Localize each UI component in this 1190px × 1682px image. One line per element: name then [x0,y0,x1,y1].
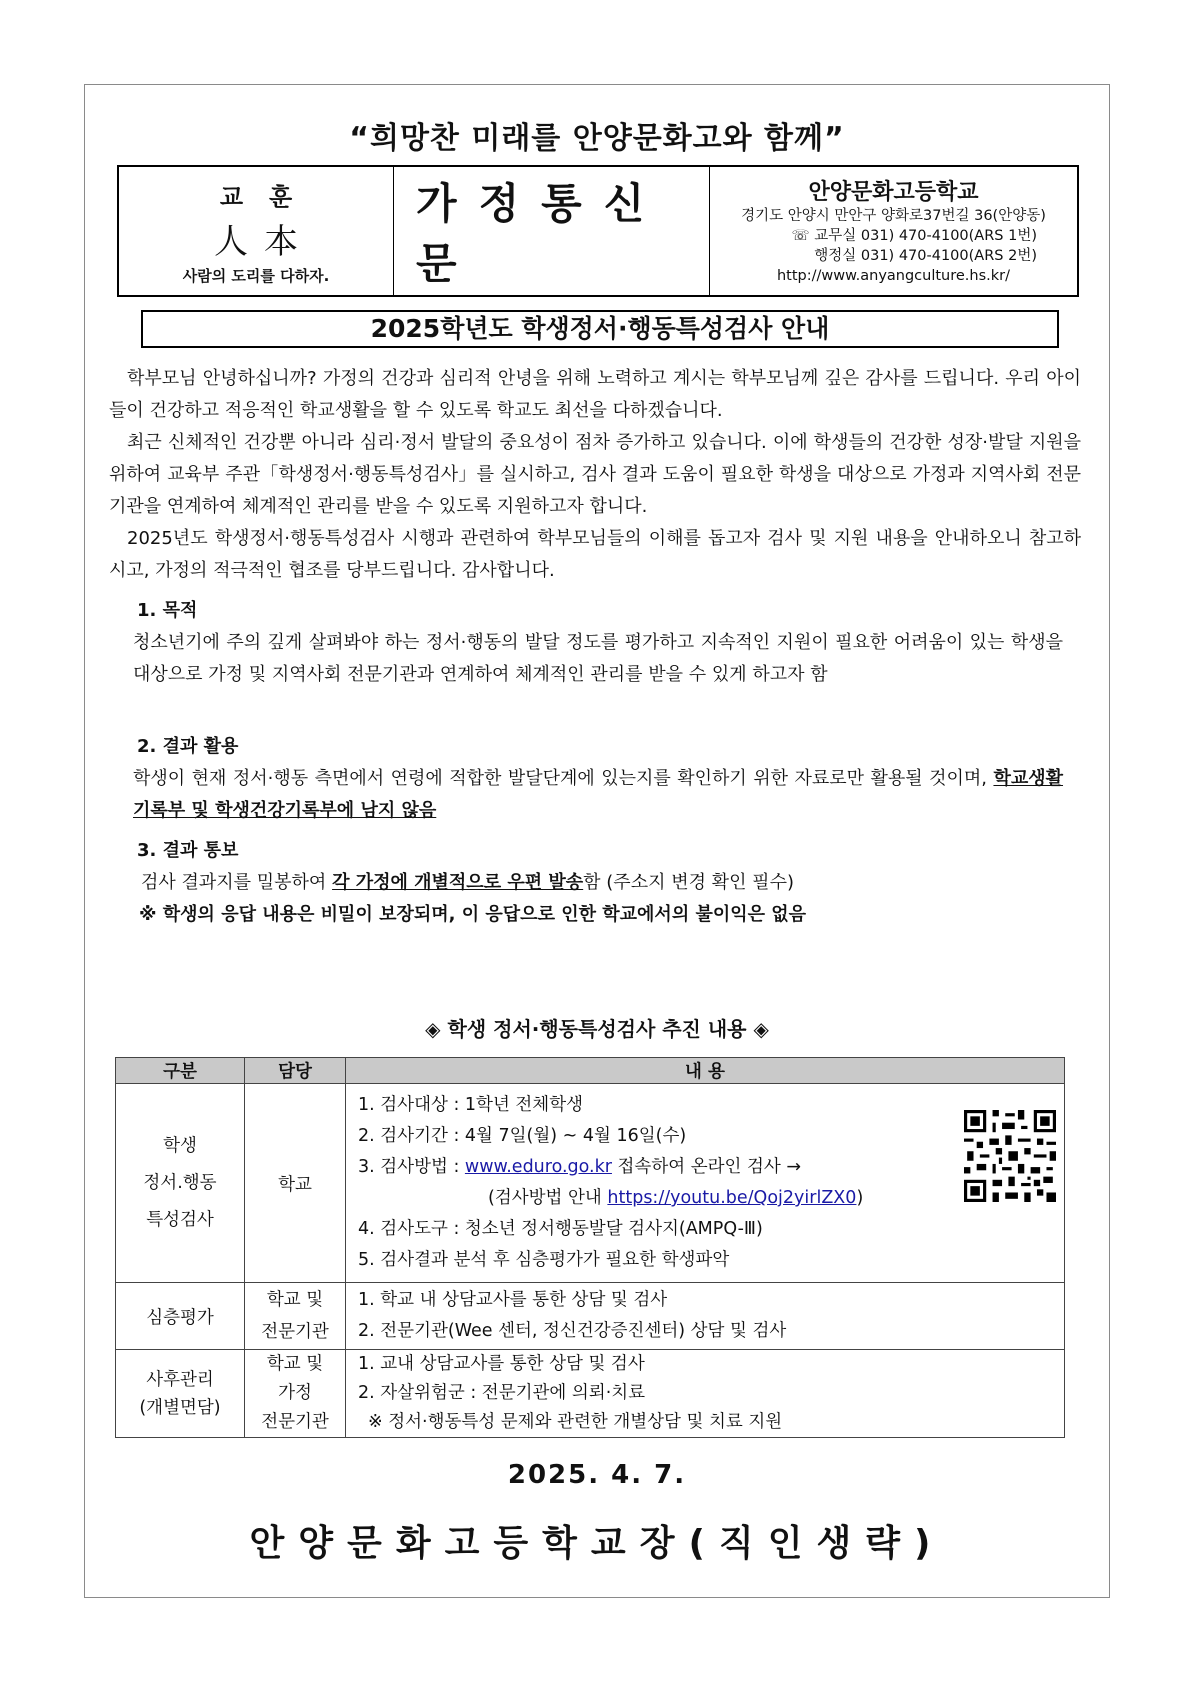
table-row [116,1283,1065,1350]
purpose-body: 청소년기에 주의 깊게 살펴봐야 하는 정서·행동의 발달 정도를 평가하고 지속적인 지원이 필요한 어려움이 있는 학생을 대상으로 가정 및 지역사회 전문기관과 연계하여 체계적인 관리를 받을 수 있게 하고자 함 [133,632,1063,685]
list-item: 2. 전문기관(Wee 센터, 정신건강증진센터) 상담 및 검사 [358,1321,787,1341]
list-item: 4. 검사도구 : 청소년 정서행동발달 검사지(AMPQ-Ⅲ) [358,1219,763,1239]
result-use-body [133,763,1063,827]
school-address: 경기도 안양시 만안구 양화로37번길 36(안양동) [741,208,1046,224]
intro-paragraph-1: 학부모님 안녕하십니까? 가정의 건강과 심리적 안녕을 위해 노력하고 계시는 학부모님께 깊은 감사를 드립니다. 우리 아이들이 건강하고 적응적인 학교생활을 할 수 있도록 학교도 최선을 다하겠습니다. [109,368,1081,421]
row3-content-list [346,1350,1064,1437]
row3-owner-line: 학교 및 [266,1354,324,1374]
list-item: 1. 검사대상 : 1학년 전체학생 [358,1095,584,1115]
newsletter-title: 가정통신문 [416,179,667,288]
row2-owner-line: 전문기관 [261,1322,329,1342]
list-item: 1. 교내 상담교사를 통한 상담 및 검사 [358,1354,645,1374]
row3-owner-line: 전문기관 [261,1412,329,1432]
row1-category [116,1084,245,1283]
row3-category-line: (개별면담) [139,1397,221,1418]
list-item: ※ 정서·행동특성 문제와 관련한 개별상담 및 치료 지원 [368,1412,783,1432]
list-item [358,1183,1052,1214]
intro-text [109,363,1081,587]
notice-emphasis: 각 가정에 개별적으로 우편 발송 [332,872,584,893]
result-use-text: 학생이 현재 정서·행동 측면에서 연령에 적합한 발달단계에 있는지를 확인하기 위한 자료로만 활용될 것이며, [133,768,987,789]
row3-category-line: 사후관리 [146,1369,214,1390]
issue-date: 2025. 4. 7. [507,1460,687,1490]
document-title: 2025학년도 학생정서·행동특성검사 안내 [141,310,1059,348]
item3b-close: ) [856,1188,864,1208]
letterhead [117,165,1079,297]
section-result-notice [133,835,1063,931]
school-website[interactable]: http://www.anyangculture.hs.kr/ [776,268,1011,284]
row3-owner-line: 가정 [278,1383,312,1403]
list-item: 1. 학교 내 상담교사를 통한 상담 및 검사 [358,1290,668,1310]
section-result-use [133,731,1063,827]
header-owner: 담당 [245,1058,346,1084]
motto-description: 사람의 도리를 다하자. [182,267,330,285]
list-item [358,1152,1052,1183]
page-frame [84,84,1110,1598]
result-notice-heading: 3. 결과 통보 [137,840,239,861]
result-use-heading: 2. 결과 활용 [137,736,239,757]
row1-category-line: 정서.행동 [143,1172,217,1193]
row1-owner: 학교 [245,1084,346,1283]
youtube-link[interactable]: https://youtu.be/Qoj2yirlZX0 [607,1188,857,1208]
school-name: 안양문화고등학교 [808,180,979,205]
list-item: 2. 자살위험군 : 전문기관에 의뢰·치료 [358,1383,646,1403]
principal-signature: 안양문화고등학교장(직인생략) [249,1523,945,1564]
header-content: 내 용 [346,1058,1065,1084]
table-title: ◈ 학생 정서·행동특성검사 추진 내용 ◈ [425,1017,769,1041]
row2-owner-line: 학교 및 [266,1290,324,1310]
row1-category-line: 특성검사 [146,1209,214,1230]
row1-content [346,1084,1065,1283]
school-motto-cell [119,167,393,295]
item3-text: 접속하여 온라인 검사 → [611,1157,802,1177]
row2-content [346,1283,1065,1350]
intro-paragraph-3: 2025년도 학생정서·행동특성검사 시행과 관련하여 학부모님들의 이해를 돕고자 검사 및 지원 내용을 안내하오니 참고하시고, 가정의 적극적인 협조를 당부드립니다. 감사합니다. [109,528,1081,581]
row1-category-line: 학생 [163,1135,197,1156]
header-category: 구분 [116,1058,245,1084]
purpose-heading: 1. 목적 [137,600,198,621]
row3-owner [245,1350,346,1438]
notice-text-post: 함 (주소지 변경 확인 필수) [583,872,794,893]
list-item: 5. 검사결과 분석 후 심층평가가 필요한 학생파악 [358,1250,730,1270]
phone-admin: 행정실 031) 470-4100(ARS 2번) [814,248,1037,264]
table-header-row [116,1058,1065,1084]
row3-category [116,1350,245,1438]
motto-hanja: 人本 [214,222,314,262]
row2-category: 심층평가 [116,1283,245,1350]
plan-table [115,1057,1065,1438]
intro-paragraph-2: 최근 신체적인 건강뿐 아니라 심리·정서 발달의 중요성이 점차 증가하고 있습니다. 이에 학생들의 건강한 성장·발달 지원을 위하여 교육부 주관「학생정서·행동특성검사」를 실시하고, 검사 결과 도움이 필요한 학생을 대상으로 가정과 지역사회 전문기관을 연계하여 체계적인 관리를 받을 수 있도록 지원하고자 합니다. [109,432,1081,517]
notice-text-pre: 검사 결과지를 밀봉하여 [141,872,327,893]
result-notice-body [133,867,1063,899]
confidentiality-note: ※ 학생의 응답 내용은 비밀이 보장되며, 이 응답으로 인한 학교에서의 불이익은 없음 [139,904,807,925]
eduro-link[interactable]: www.eduro.go.kr [464,1157,612,1177]
result-use-emphasis: 학교생활기록부 및 학생건강기록부에 남지 않음 [133,768,1064,821]
row3-content [346,1350,1065,1438]
item3b-label: (검사방법 안내 [488,1188,608,1208]
item3-label: 3. 검사방법 : [358,1157,465,1177]
section-purpose [133,595,1063,691]
motto-label: 교훈 [219,183,319,211]
school-info-cell [709,167,1077,295]
row2-owner [245,1283,346,1350]
table-row [116,1350,1065,1438]
row2-content-list [346,1283,1064,1349]
slogan: “희망찬 미래를 안양문화고와 함께” [349,121,845,156]
table-row [116,1084,1065,1283]
newsletter-cell [393,167,709,295]
list-item: 2. 검사기간 : 4월 7일(월) ~ 4월 16일(수) [358,1126,687,1146]
qr-code-icon[interactable] [964,1110,1056,1202]
row1-content-list [346,1084,1064,1282]
phone-office: ☏ 교무실 031) 470-4100(ARS 1번) [791,228,1037,244]
